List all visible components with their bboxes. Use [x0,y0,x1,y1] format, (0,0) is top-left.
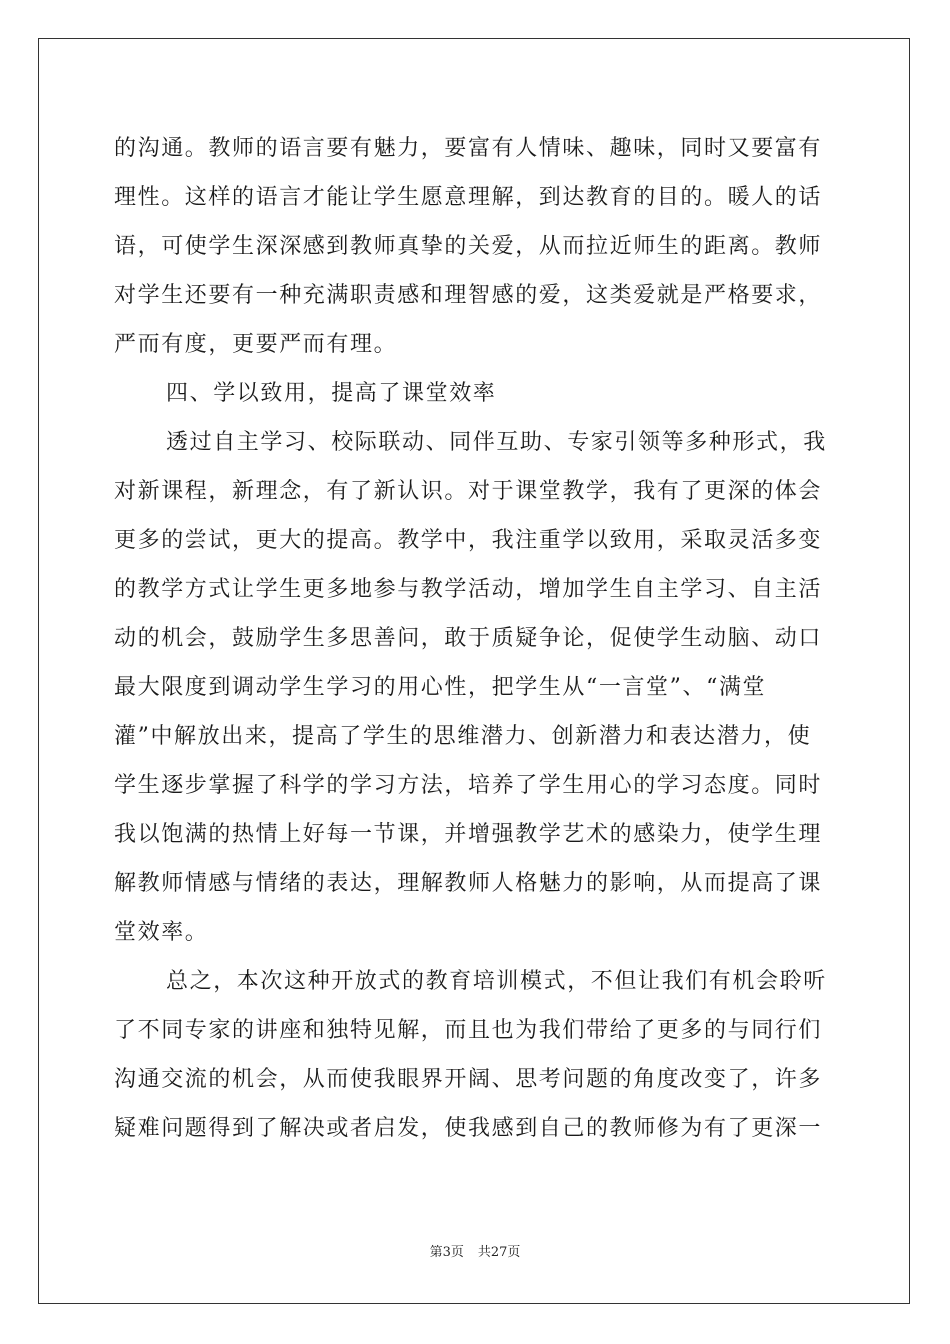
total-page-count: 共27页 [477,1245,521,1260]
text-line: 透过自主学习、校际联动、同伴互助、专家引领等多种形式，我 [166,430,827,455]
text-line: 解教师情感与情绪的表达，理解教师人格魅力的影响，从而提高了课 [114,871,823,896]
text-line: 最大限度到调动学生学习的用心性，把学生从“一言堂”、“满堂 [114,675,767,700]
text-line: 堂效率。 [114,920,209,945]
current-page-number: 第3页 [429,1245,464,1260]
text-line: 对新课程，新理念，有了新认识。对于课堂教学，我有了更深的体会 [114,479,823,504]
text-line: 四、学以致用，提高了课堂效率 [166,381,497,406]
text-line: 的沟通。教师的语言要有魅力，要富有人情味、趣味，同时又要富有 [114,136,823,161]
text-line: 更多的尝试，更大的提高。教学中，我注重学以致用，采取灵活多变 [114,528,823,553]
text-line: 沟通交流的机会，从而使我眼界开阔、思考问题的角度改变了，许多 [114,1067,823,1092]
text-line: 总之，本次这种开放式的教育培训模式，不但让我们有机会聆听 [166,969,827,994]
text-line: 学生逐步掌握了科学的学习方法，培养了学生用心的学习态度。同时 [114,773,823,798]
text-line: 对学生还要有一种充满职责感和理智感的爱，这类爱就是严格要求， [114,283,823,308]
page-footer [0,1241,950,1260]
document-body [114,124,836,1153]
text-line: 严而有度，更要严而有理。 [114,332,398,357]
text-line: 理性。这样的语言才能让学生愿意理解，到达教育的目的。暖人的话 [114,185,823,210]
text-line: 的教学方式让学生更多地参与教学活动，增加学生自主学习、自主活 [114,577,823,602]
text-line: 动的机会，鼓励学生多思善问，敢于质疑争论，促使学生动脑、动口 [114,626,823,651]
text-line: 灌”中解放出来，提高了学生的思维潜力、创新潜力和表达潜力，使 [114,724,812,749]
text-line: 我以饱满的热情上好每一节课，并增强教学艺术的感染力，使学生理 [114,822,823,847]
text-line: 语，可使学生深深感到教师真挚的关爱，从而拉近师生的距离。教师 [114,234,823,259]
text-line: 疑难问题得到了解决或者启发，使我感到自己的教师修为有了更深一 [114,1116,823,1141]
text-line: 了不同专家的讲座和独特见解，而且也为我们带给了更多的与同行们 [114,1018,823,1043]
